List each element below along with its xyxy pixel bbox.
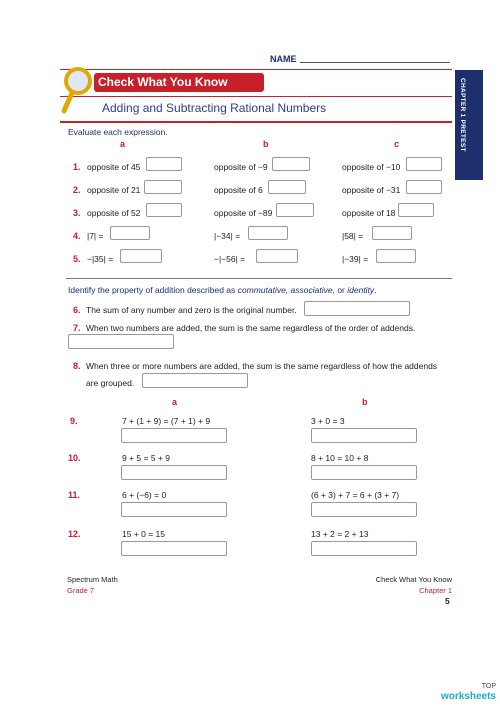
chapter-side-tab-label: CHAPTER 1 PRETEST xyxy=(459,78,466,152)
q5c-text: |−39| = xyxy=(342,254,369,264)
q10b-answer[interactable] xyxy=(311,465,417,480)
q7-text: When two numbers are added, the sum is the same regardless of the order of addends. xyxy=(86,323,416,333)
q7-number: 7. xyxy=(73,323,81,333)
q8-number: 8. xyxy=(73,361,81,371)
section-title: Check What You Know xyxy=(98,75,228,89)
instruction-identify-terms: commutative, associative, xyxy=(237,285,335,295)
q2a-text: opposite of 21 xyxy=(87,185,141,195)
header-rule-top xyxy=(60,69,452,70)
q2b-answer[interactable] xyxy=(268,180,306,194)
section-title-banner xyxy=(94,73,264,92)
q5a-text: −|35| = xyxy=(87,254,114,264)
q12b-answer[interactable] xyxy=(311,541,417,556)
chapter-side-tab xyxy=(455,70,483,180)
q1-number: 1. xyxy=(73,162,81,172)
q12b-text: 13 + 2 = 2 + 13 xyxy=(311,529,369,539)
q4c-answer[interactable] xyxy=(372,226,412,240)
brand-logo-bottom: worksheets xyxy=(440,691,496,702)
header-rule-mid xyxy=(60,96,452,97)
q2a-answer[interactable] xyxy=(144,180,182,194)
col-c-header: c xyxy=(394,139,400,149)
q3a-answer[interactable] xyxy=(146,203,182,217)
q10a-answer[interactable] xyxy=(121,465,227,480)
instruction-identify xyxy=(68,285,377,295)
part2-col-a-header: a xyxy=(172,397,178,407)
footer-grade: Grade 7 xyxy=(67,586,95,595)
q1b-answer[interactable] xyxy=(272,157,310,171)
q3a-text: opposite of 52 xyxy=(87,208,141,218)
subtitle: Adding and Subtracting Rational Numbers xyxy=(102,101,327,115)
footer-chapter: Chapter 1 xyxy=(419,586,452,595)
q5b-answer[interactable] xyxy=(256,249,298,263)
q1b-text: opposite of −9 xyxy=(214,162,268,172)
instruction-identify-end: . xyxy=(374,285,377,295)
q2c-text: opposite of −31 xyxy=(342,185,401,195)
instruction-evaluate: Evaluate each expression. xyxy=(68,127,168,137)
part2-col-b-header: b xyxy=(362,397,368,407)
q2-number: 2. xyxy=(73,185,81,195)
q12-number: 12. xyxy=(68,529,81,539)
q3b-answer[interactable] xyxy=(276,203,314,217)
header-rule-bottom xyxy=(60,121,452,123)
q4a-text: |7| = xyxy=(87,231,104,241)
q9-number: 9. xyxy=(70,416,78,426)
q9a-answer[interactable] xyxy=(121,428,227,443)
magnifier-icon xyxy=(58,64,98,121)
q5c-answer[interactable] xyxy=(376,249,416,263)
q11a-answer[interactable] xyxy=(121,502,227,517)
q6-answer[interactable] xyxy=(304,301,410,316)
q5-number: 5. xyxy=(73,254,81,264)
footer-section: Check What You Know xyxy=(375,575,452,584)
q3b-text: opposite of −89 xyxy=(214,208,273,218)
col-a-header: a xyxy=(120,139,126,149)
name-line[interactable] xyxy=(300,62,450,63)
q1c-text: opposite of −10 xyxy=(342,162,401,172)
q6-text: The sum of any number and zero is the original number. xyxy=(86,305,297,315)
name-label: NAME xyxy=(270,54,297,64)
q3c-answer[interactable] xyxy=(398,203,434,217)
q12a-answer[interactable] xyxy=(121,541,227,556)
section-divider xyxy=(66,278,452,279)
q9b-text: 3 + 0 = 3 xyxy=(311,416,345,426)
q8-text-line2: are grouped. xyxy=(86,378,135,388)
q11b-answer[interactable] xyxy=(311,502,417,517)
q5a-answer[interactable] xyxy=(120,249,162,263)
q7-answer[interactable] xyxy=(68,334,174,349)
col-b-header: b xyxy=(263,139,269,149)
q11a-text: 6 + (−6) = 0 xyxy=(122,490,167,500)
q4b-text: |−34| = xyxy=(214,231,241,241)
q8-answer[interactable] xyxy=(142,373,248,388)
q9b-answer[interactable] xyxy=(311,428,417,443)
q2b-text: opposite of 6 xyxy=(214,185,263,195)
footer-page-number: 5 xyxy=(445,596,450,606)
footer-publisher: Spectrum Math xyxy=(67,575,118,584)
q4-number: 4. xyxy=(73,231,81,241)
brand-logo xyxy=(440,683,496,702)
q8-text-line1: When three or more numbers are added, the sum is the same regardless of how the addends xyxy=(86,361,438,371)
q3c-text: opposite of 18 xyxy=(342,208,396,218)
q2c-answer[interactable] xyxy=(406,180,442,194)
q9a-text: 7 + (1 + 9) = (7 + 1) + 9 xyxy=(122,416,211,426)
q10b-text: 8 + 10 = 10 + 8 xyxy=(311,453,369,463)
instruction-identify-mid: or xyxy=(334,285,348,295)
q4a-answer[interactable] xyxy=(110,226,150,240)
instruction-identify-last: identity xyxy=(347,285,375,295)
q12a-text: 15 + 0 = 15 xyxy=(122,529,166,539)
q10a-text: 9 + 5 = 5 + 9 xyxy=(122,453,170,463)
brand-logo-top: TOP xyxy=(481,683,496,690)
q1a-answer[interactable] xyxy=(146,157,182,171)
q4c-text: |58| = xyxy=(342,231,364,241)
q11-number: 11. xyxy=(68,490,81,500)
q11b-text: (6 + 3) + 7 = 6 + (3 + 7) xyxy=(311,490,400,500)
q1a-text: opposite of 45 xyxy=(87,162,141,172)
q1c-answer[interactable] xyxy=(406,157,442,171)
q4b-answer[interactable] xyxy=(248,226,288,240)
q6-number: 6. xyxy=(73,305,81,315)
q3-number: 3. xyxy=(73,208,81,218)
instruction-identify-pre: Identify the property of addition described as xyxy=(68,285,238,295)
q10-number: 10. xyxy=(68,453,81,463)
q5b-text: −|−56| = xyxy=(214,254,246,264)
